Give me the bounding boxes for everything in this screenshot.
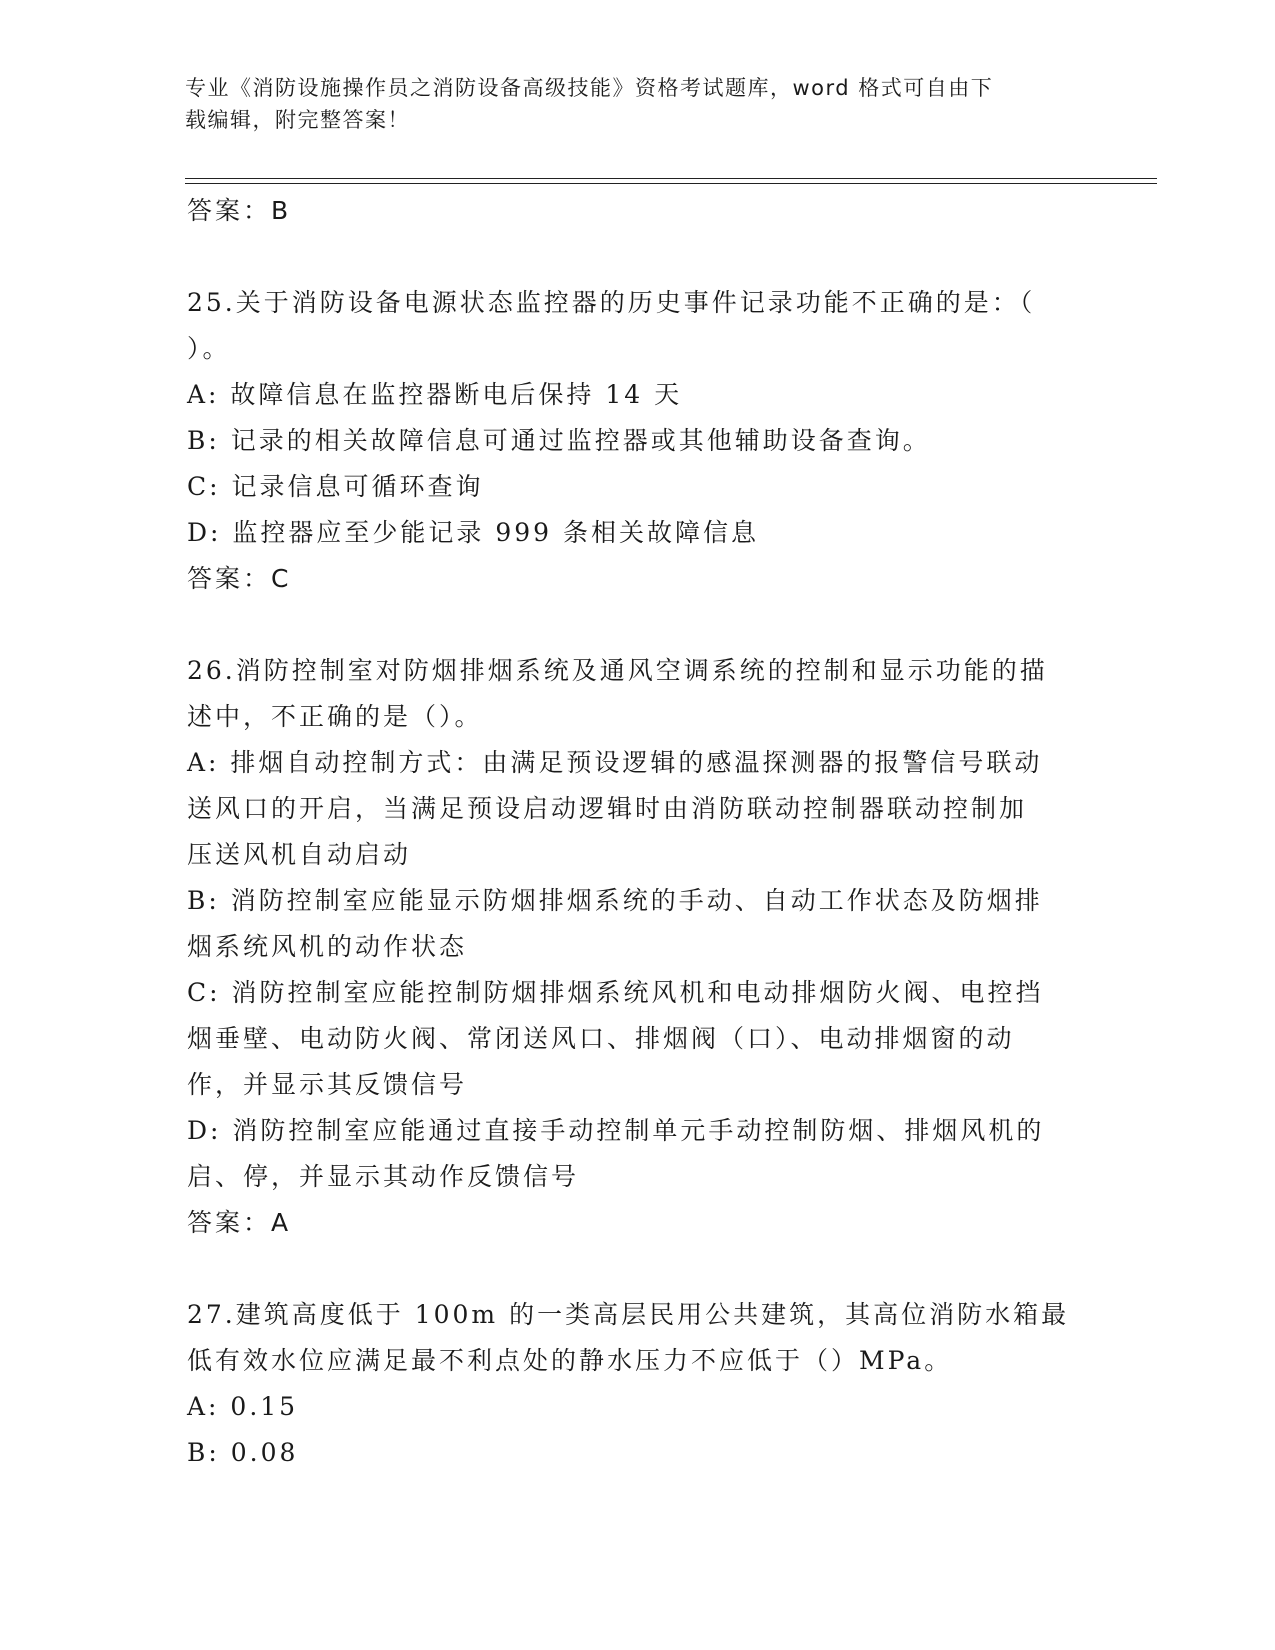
header-divider xyxy=(185,183,1157,184)
option-d: D: 监控器应至少能记录 999 条相关故障信息 xyxy=(187,518,760,547)
question-text: 述中，不正确的是（）。 xyxy=(187,702,483,731)
question-text: 27.建筑高度低于 100m 的一类高层民用公共建筑，其高位消防水箱最 xyxy=(187,1300,1070,1329)
answer-line: 答案：B xyxy=(187,196,292,225)
option-d: 启、停，并显示其动作反馈信号 xyxy=(187,1162,580,1191)
header-divider xyxy=(185,178,1157,179)
question-block xyxy=(187,1292,1087,1476)
option-c: C: 消防控制室应能控制防烟排烟系统风机和电动排烟防火阀、电控挡 xyxy=(187,978,1044,1007)
question-text: 低有效水位应满足最不利点处的静水压力不应低于（）MPa。 xyxy=(187,1346,953,1375)
spacer xyxy=(187,1246,1087,1292)
question-text: ）。 xyxy=(187,334,231,363)
option-b: B: 0.08 xyxy=(187,1438,299,1467)
question-block xyxy=(187,280,1087,602)
option-c: 作，并显示其反馈信号 xyxy=(187,1070,468,1099)
question-list xyxy=(187,188,1087,1476)
option-b: 烟系统风机的动作状态 xyxy=(187,932,468,961)
option-a: 压送风机自动启动 xyxy=(187,840,412,869)
spacer xyxy=(187,602,1087,648)
question-block xyxy=(187,648,1087,1246)
option-a: A: 故障信息在监控器断电后保持 14 天 xyxy=(187,380,683,409)
option-b: B: 消防控制室应能显示防烟排烟系统的手动、自动工作状态及防烟排 xyxy=(187,886,1043,915)
header-line: 专业《消防设施操作员之消防设备高级技能》资格考试题库，word 格式可自由下 xyxy=(185,76,994,100)
option-c: C: 记录信息可循环查询 xyxy=(187,472,484,501)
question-text: 25.关于消防设备电源状态监控器的历史事件记录功能不正确的是：（ xyxy=(187,288,1036,317)
option-a: A: 0.15 xyxy=(187,1392,299,1421)
option-b: B: 记录的相关故障信息可通过监控器或其他辅助设备查询。 xyxy=(187,426,931,455)
answer-line: 答案：A xyxy=(187,1208,292,1237)
document-header xyxy=(185,72,1065,136)
option-c: 烟垂壁、电动防火阀、常闭送风口、排烟阀（口）、电动排烟窗的动 xyxy=(187,1024,1015,1053)
question-text: 26.消防控制室对防烟排烟系统及通风空调系统的控制和显示功能的描 xyxy=(187,656,1048,685)
answer-line: 答案：C xyxy=(187,564,292,593)
option-a: A: 排烟自动控制方式：由满足预设逻辑的感温探测器的报警信号联动 xyxy=(187,748,1043,777)
option-a: 送风口的开启，当满足预设启动逻辑时由消防联动控制器联动控制加 xyxy=(187,794,1028,823)
spacer xyxy=(187,234,1087,280)
option-d: D: 消防控制室应能通过直接手动控制单元手动控制防烟、排烟风机的 xyxy=(187,1116,1045,1145)
header-line: 载编辑，附完整答案！ xyxy=(185,108,410,132)
